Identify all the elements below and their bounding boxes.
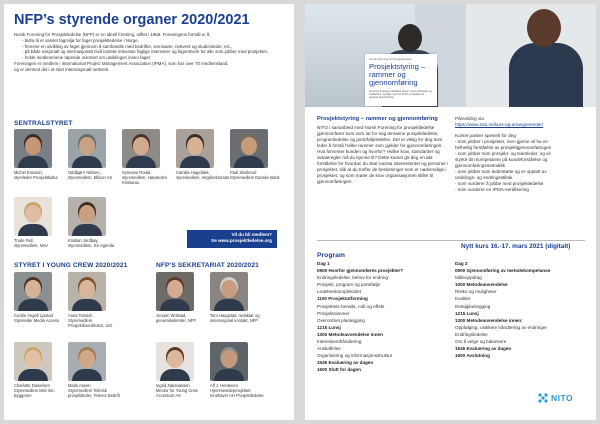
person-role: styreleder Prosjektkultur (14, 175, 58, 180)
course-description-heading: Prosjektstyring – rammer og gjennomføring (317, 116, 438, 122)
card-subtitle: Du lærer å skape realistiske planer, styre kostnader og usikkerhet, og følge opp fremdrift i prosjektet fra oppstart til avslutning. (369, 89, 432, 99)
person-name: Alf J. Hentenes (210, 383, 238, 388)
person-role: styremedlem, Ellison AS (68, 175, 113, 180)
program-item: Kvalitet (455, 296, 471, 302)
page-title: NFP’s styrende organer 2020/2021 (14, 12, 250, 28)
nito-logo (537, 392, 573, 404)
person-name: Michel Ennasiri, (14, 170, 43, 175)
person-name: Jonunn Wolstad, (156, 313, 187, 318)
portrait-photo (68, 129, 106, 168)
section-heading-secretariat: NFP’S SEKRETARIAT 2020/2021 (156, 262, 259, 269)
program-item: Anskaffelse (317, 346, 341, 352)
person-card (210, 342, 264, 412)
person-role: generalsekretær, NFP (156, 318, 197, 323)
person-card (230, 129, 284, 197)
day-2-list (455, 267, 593, 359)
nito-logo-icon (537, 392, 549, 404)
program-item: Oppfølging, usikkere håndtering av endringer (455, 324, 547, 330)
program-item: Interessenthåndtering (317, 339, 362, 345)
portrait-photo (122, 129, 160, 168)
person-caption (68, 383, 122, 398)
person-role: internasjonal kontakt, NFP (210, 318, 259, 323)
portrait-photo (14, 342, 52, 381)
card-title: Prosjektstyring – rammer og gjennomføring (369, 62, 426, 88)
portrait-photo (210, 342, 248, 381)
hero-person-woman (505, 9, 585, 107)
person-role: Styremedlem Mini min Byggeren (14, 388, 55, 398)
person-name: Anna Torwick (68, 313, 93, 318)
program-item: Prosjekt, program og portefølje (317, 282, 381, 288)
person-role: Mentor for Young Crew Accenture AS (156, 388, 198, 398)
person-role: Styremedlem Teknisk prosjektleder, Telenor Bedrift (68, 388, 120, 398)
program-item: 1100 Prosjektutforming (317, 296, 368, 302)
membership-banner[interactable] (187, 230, 277, 248)
person-caption (14, 313, 68, 323)
program-item: Prosjektets hensikt, mål og effekt (317, 303, 385, 309)
person-card (14, 197, 68, 265)
person-card (68, 272, 122, 342)
person-card (68, 129, 122, 197)
person-caption (14, 383, 68, 398)
program-item: 1000 Metodeanvendelse (455, 282, 508, 288)
intro-bullet: - fremme en utvikling av faget gjennom å samhandle med bedrifter, seminarer, nettverk og studiesteder, etc., (22, 44, 285, 50)
day-1-list (317, 267, 455, 373)
person-role: styremedlem, Vegdirektoratet (176, 175, 230, 180)
portrait-photo (68, 342, 106, 381)
person-name: Ingrid Zakariassen (156, 383, 190, 388)
intro-lead: Norsk Forening for Prosjektledelse (NFP) er en ideell forening, stiftet i 1968. Foreningens formål er å: (14, 32, 211, 37)
audience-item: - som jobber i prosjekter, men gjerne vil ha en (455, 139, 548, 144)
program-day-1 (317, 260, 455, 374)
person-name: Charlotte Danielsen (14, 383, 50, 388)
person-role: Styreleder Media Access (14, 318, 60, 323)
person-role: Hjemmesideprosjektet Innehaver AH Prosjektledelse (210, 388, 264, 398)
audience-list (455, 139, 593, 193)
portrait-photo (156, 272, 194, 311)
portrait-photo (156, 342, 194, 381)
section-heading-young-crew: STYRET I YOUNG CREW 2020/2021 (14, 262, 128, 269)
program-day-2 (455, 260, 593, 359)
person-name: Oddbjørn Nilssen, (68, 170, 101, 175)
program-item: 1215 Lunsj (455, 310, 479, 316)
person-name: Synnøve Rodal, (122, 170, 152, 175)
person-card (156, 342, 210, 412)
nito-logo-text: NITO (551, 393, 574, 403)
audience-item: helhetlig forståelse av prosjektgjennomføringen (455, 145, 552, 150)
program-item: Endringsledelse, behov for endring (317, 275, 388, 281)
intro-text (14, 32, 285, 73)
person-card (68, 342, 122, 412)
day-2-title: Dag 2 (455, 261, 468, 266)
right-page (305, 4, 596, 420)
person-caption (210, 383, 264, 398)
person-card (14, 129, 68, 197)
membership-link[interactable]: Se www.prosjektledelse.org (211, 238, 272, 244)
intro-bullet: - holde medlemmene løpende orientert om utviklingen innen faget (22, 55, 285, 61)
program-item: Overordnet planlegging (317, 317, 365, 323)
audience-item: - som jobber som lederstøtte og er opptatt av (455, 169, 547, 174)
section-heading-board: SENTRALSTYRET (14, 120, 73, 127)
person-caption (156, 313, 210, 323)
person-card (156, 272, 210, 342)
intro-paragraph: Foreningen er medlem i International Project Management Association (IPMA), som har over 70 medlemsland, (14, 60, 229, 66)
program-item: 0900 Gjennomføring av metodekompetanse (455, 268, 551, 274)
person-caption (122, 170, 176, 185)
program-item: Prosjektrammer (317, 310, 350, 316)
course-description (317, 116, 449, 185)
portrait-photo (14, 129, 52, 168)
person-caption (68, 238, 122, 248)
person-name: Tom Haugstad, redaktør og (210, 313, 260, 318)
person-caption (68, 170, 122, 180)
program-item: Endringsledelse (455, 331, 488, 337)
course-date-heading: Nytt kurs 16.-17. mars 2021 (digitalt) (461, 243, 571, 250)
program-heading: Program (317, 252, 345, 259)
signup-label: Påmelding via (455, 116, 484, 121)
person-role: Styremedlem Danske Bank (230, 175, 280, 180)
program-item: Måleoppdrag (455, 275, 482, 281)
young-crew-grid (14, 272, 126, 412)
program-item: Risiko og muligheter (455, 289, 497, 295)
intro-paragraph: og er dermed del i et stort internasjonalt nettverk. (14, 67, 110, 73)
program-item: 0900 Hvorfor gjennomføres prosjekter? (317, 268, 404, 274)
person-caption (176, 170, 230, 180)
signup-link[interactable]: https://www.nito.no/kurs-og-arrangementer/ (455, 122, 544, 127)
person-card (210, 272, 264, 342)
person-role: Styremedlem Prosjektkoordinator, UiO (68, 318, 113, 328)
program-item: 1545 Evaluering av dagen (455, 346, 512, 352)
person-caption (156, 383, 210, 398)
portrait-photo (230, 129, 268, 168)
hero-photo (305, 4, 596, 107)
signup-info (455, 116, 593, 193)
program-item: 1600 Slutt for dagen (317, 367, 361, 373)
course-card (365, 54, 437, 106)
person-role: styremedlem, Høyskolen Kristiania (122, 175, 168, 185)
program-item: 1545 Evaluering av dagen (317, 360, 374, 366)
audience-item: utviklings- og endringsstiltak (455, 175, 513, 180)
program-item: 1300 Metodeanvendelse innen: (455, 317, 523, 323)
program-item: 1215 Lunsj (317, 324, 341, 330)
person-card (122, 129, 176, 197)
person-caption (14, 238, 68, 248)
portrait-photo (68, 197, 106, 236)
portrait-photo (14, 272, 52, 311)
portrait-photo (176, 129, 214, 168)
program-item: 1600 Avslutning (455, 353, 490, 359)
person-caption (68, 313, 122, 328)
portrait-photo (68, 272, 106, 311)
card-kicker: Norsk Forening for Prosjektledelse (369, 57, 412, 61)
divider (317, 240, 585, 241)
person-name: Paal Skullerud (230, 170, 257, 175)
program-item: Ledelseskompleksitet (317, 289, 361, 295)
program-item: Om å velge og balansere (455, 339, 507, 345)
program-item: Organisering og informasjonsstruktur (317, 353, 393, 359)
person-name: Kristian Jordbøy, (68, 238, 99, 243)
person-name: Camilla Hagebæk, (176, 170, 210, 175)
audience-item: - som vurderer en IPMA-sertifisering (455, 187, 529, 192)
intro-bullets (22, 38, 285, 60)
person-card (68, 197, 122, 265)
person-card (14, 342, 68, 412)
person-role: styremedlem, NAV (14, 243, 48, 248)
audience-item: styrke din kompetanse på kundeforståelse og (455, 157, 548, 162)
person-name: Cecilie Angell Ljostad (14, 313, 53, 318)
audience-item: gjennomføringsmetodikk (455, 163, 506, 168)
person-card (176, 129, 230, 197)
portrait-photo (210, 272, 248, 311)
course-description-body: NITO i samarbeid med Norsk Forening for prosjektledelse gjennomfører kurs som tar for seg temaene prosjektledelse, programledelse og porteføljeledelse. Det er viktig for deg som leder å forstå hvilke rammer som gjelder for gjennomføringen. Hva forventer kunden og hvorfor? Hvilke krav, standarder og avtaleregler må du kjenne til? Dette kurset gir deg en økt forståelse for hvordan du skal ivareta interessenter og personer i prosjektet, slik at du treffer de beslutninger som er nødvendige i prosjektet, og som møter de krav organisasjonen stiller til gjennomføringen. (317, 124, 449, 184)
person-caption (14, 170, 68, 180)
audience-heading: Kurset passer spesielt for deg (455, 133, 516, 138)
person-card (14, 272, 68, 342)
day-1-title: Dag 1 (317, 261, 330, 266)
portrait-photo (14, 197, 52, 236)
left-page (4, 4, 294, 420)
membership-line: Vil du bli medlem? (231, 232, 272, 237)
person-name: Mads Aasen (68, 383, 91, 388)
person-name: Trude Føll, (14, 238, 34, 243)
audience-item: - som jobber som prosjekt- og teamleder, og vil (455, 151, 551, 156)
person-caption (230, 170, 284, 180)
secretariat-grid (156, 272, 268, 412)
intro-bullet: - på både nasjonalt og internasjonalt nivå ivareta relevante faglige interesser og fagnettverk for alle som jobber med prosjekter, (22, 49, 285, 55)
person-role: styremedlem, KS Agenda (68, 243, 115, 248)
audience-item: - som vurderer å jobbe med prosjektledelse (455, 181, 544, 186)
person-caption (210, 313, 264, 323)
program-item: Detaljplanlegging (455, 303, 491, 309)
intro-bullet: - bidra til et samlet fagmiljø for faget prosjektledelse i Norge, (22, 38, 285, 44)
program-item: 1300 Metodeavvendelse innen (317, 331, 383, 337)
